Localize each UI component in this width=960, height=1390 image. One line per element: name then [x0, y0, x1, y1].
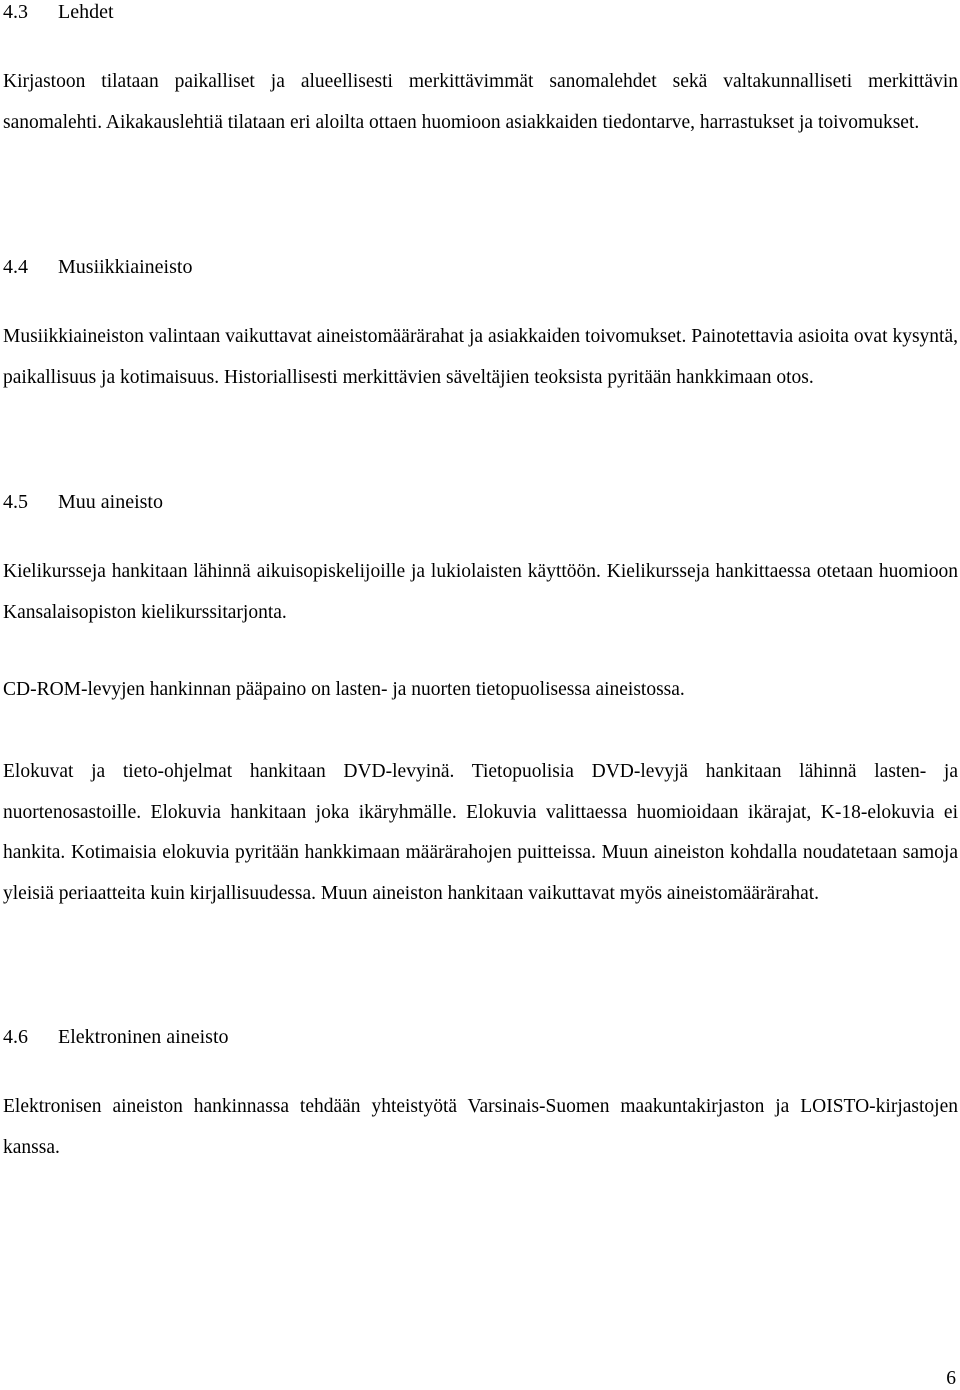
paragraph-elektroninen: Elektronisen aineiston hankinnassa tehdään yhteistyötä Varsinais-Suomen maakuntakirjaston ja LOISTO-kirjastojen kanssa.	[3, 1096, 958, 1158]
section-title: Elektroninen aineisto	[58, 1026, 229, 1048]
section-heading-4-6	[3, 1025, 229, 1049]
section-title: Musiikkiaineisto	[58, 256, 193, 278]
section-number: 4.4	[3, 256, 28, 278]
paragraph-kielikurssit: Kielikursseja hankitaan lähinnä aikuisopiskelijoille ja lukiolaisten käyttöön. Kielikursseja hankittaessa otetaan huomioon Kansalaisopiston kielikurssitarjonta.	[3, 561, 958, 623]
section-number: 4.5	[3, 491, 28, 513]
paragraph-cd-rom: CD-ROM-levyjen hankinnan pääpaino on lasten- ja nuorten tietopuolisessa aineistossa.	[3, 679, 685, 700]
paragraph-musiikkiaineisto: Musiikkiaineiston valintaan vaikuttavat aineistomäärärahat ja asiakkaiden toivomukset. Painotettavia asioita ovat kysyntä, paikallisuus ja kotimaisuus. Historiallisesti merkittävien säveltäjien teoksista pyritään hankkimaan otos.	[3, 326, 958, 388]
page-number: 6	[946, 1368, 956, 1389]
section-heading-4-4	[3, 255, 192, 279]
section-heading-4-3	[3, 0, 114, 24]
paragraph-elokuvat: Elokuvat ja tieto-ohjelmat hankitaan DVD-levyinä. Tietopuolisia DVD-levyjä hankitaan lähinnä lasten- ja nuortenosastoille. Elokuvia hankitaan joka ikäryhmälle. Elokuvia valittaessa huomioidaan ikärajat, K-18-elokuvia ei hankita. Kotimaisia elokuvia pyritään hankkimaan määrärahojen puitteissa. Muun aineiston kohdalla noudatetaan samoja yleisiä periaatteita kuin kirjallisuudessa. Muun aineiston hankitaan vaikuttavat myös aineistomäärärahat.	[3, 761, 958, 904]
section-number: 4.6	[3, 1026, 28, 1048]
paragraph-lehdet: Kirjastoon tilataan paikalliset ja alueellisesti merkittävimmät sanomalehdet sekä valtakunnalliseti merkittävin sanomalehti. Aikakauslehtiä tilataan eri aloilta ottaen huomioon asiakkaiden tiedontarve, harrastukset ja toivomukset.	[3, 71, 958, 133]
section-heading-4-5	[3, 490, 163, 514]
section-title: Lehdet	[58, 1, 114, 23]
section-number: 4.3	[3, 1, 28, 23]
section-title: Muu aineisto	[58, 491, 163, 513]
